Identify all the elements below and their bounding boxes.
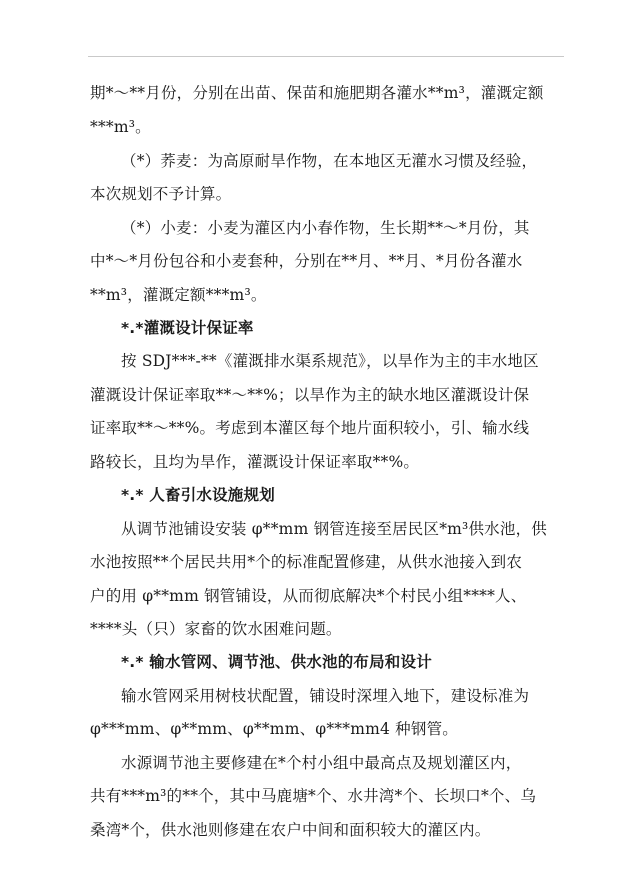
text-line: φ***mm、φ**mm、φ**mm、φ***mm4 种钢管。 [90, 720, 458, 738]
text-line: 桑湾*个，供水池则修建在农户中间和面积较大的灌区内。 [90, 821, 491, 839]
paragraph-pipe-network: 输水管网采用树枝状配置，铺设时深埋入地下，建设标准为 [121, 687, 530, 705]
paragraph-wheat: （*）小麦：小麦为灌区内小春作物，生长期**～*月份，其 [121, 219, 530, 237]
text-line: 本次规划不予计算。 [90, 185, 232, 203]
paragraph-water-supply: 从调节池铺设安装 φ**mm 钢管连接至居民区*m³供水池，供 [121, 520, 547, 538]
paragraph-guarantee-rate: 按 SDJ***-**《灌溉排水渠系规范》，以旱作为主的丰水地区 [121, 352, 539, 370]
text-line: 中*～*月份包谷和小麦套种，分别在**月、**月、*月份各灌水 [90, 252, 523, 270]
text-line: ***m³。 [90, 118, 151, 136]
section-heading-water-supply: *.* 人畜引水设施规划 [121, 486, 275, 504]
text-line: 户的用 φ**mm 钢管铺设，从而彻底解决*个村民小组****人、 [90, 587, 527, 605]
section-heading-irrigation-guarantee: *.*灌溉设计保证率 [121, 319, 254, 337]
header-divider [88, 56, 564, 57]
paragraph-buckwheat: （*）荞麦：为高原耐旱作物，在本地区无灌水习惯及经验， [121, 152, 538, 170]
text-line: ****头（只）家畜的饮水困难问题。 [90, 620, 342, 638]
text-line: 路较长，且均为旱作，灌溉设计保证率取**%。 [90, 453, 420, 471]
section-heading-pipe-network: *.* 输水管网、调节池、供水池的布局和设计 [121, 653, 432, 671]
text-line: 证率取**～**%。考虑到本灌区每个地片面积较小，引、输水线 [90, 419, 530, 437]
text-line: 共有***m³的**个，其中马鹿塘*个、水井湾*个、长坝口*个、乌 [90, 787, 537, 805]
text-line: 水池按照**个居民共用*个的标准配置修建，从供水池接入到农 [90, 553, 523, 571]
paragraph-regulating-pool: 水源调节池主要修建在*个村小组中最高点及规划灌区内， [121, 754, 522, 772]
text-line: 灌溉设计保证率取**～**%；以旱作为主的缺水地区灌溉设计保 [90, 386, 530, 404]
text-line: 期*～**月份，分别在出苗、保苗和施肥期各灌水**m³，灌溉定额 [90, 84, 544, 102]
text-line: **m³，灌溉定额***m³。 [90, 286, 267, 304]
